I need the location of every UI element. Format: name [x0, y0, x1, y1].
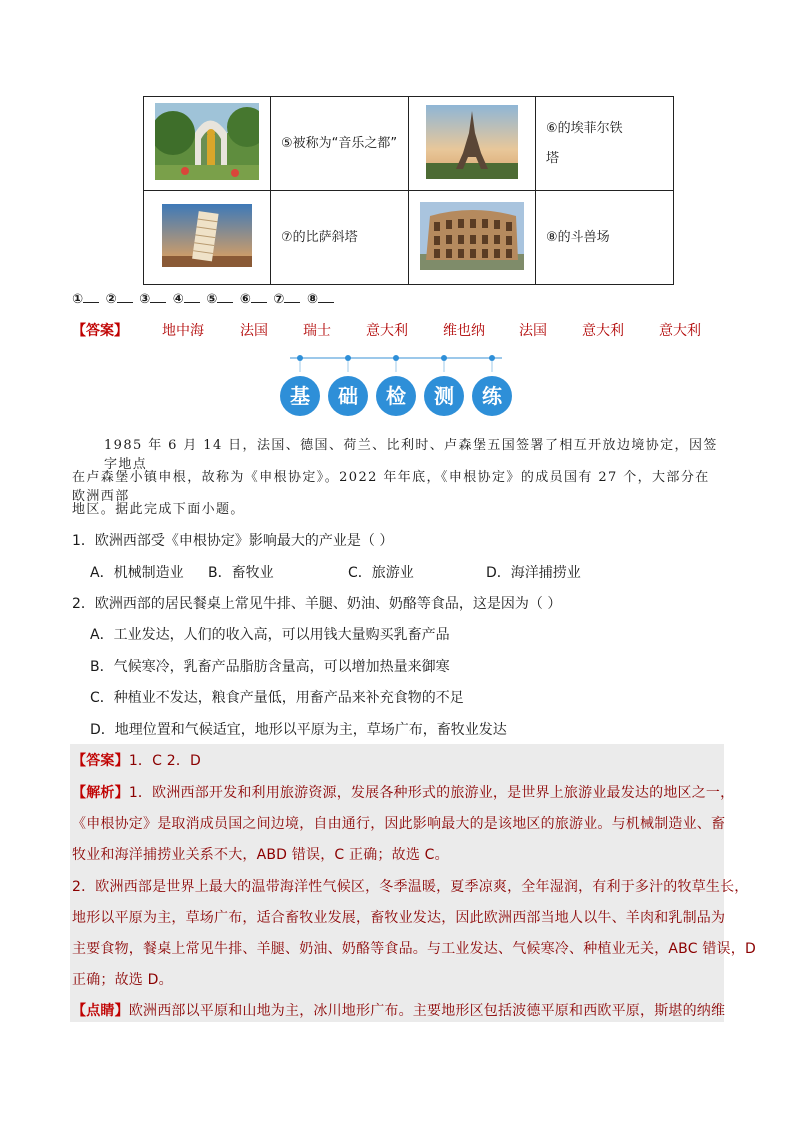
- tip-line: [72, 1000, 725, 1020]
- analysis-line: 主要食物，餐桌上常见牛排、羊腿、奶油、奶酪等食品。与工业发达、气候寒冷、种植业无关，ABC 错误，D: [72, 941, 756, 957]
- analysis-line: 地形以平原为主，草场广布，适合畜牧业发展，畜牧业发达，因此欧洲西部当地人以牛、羊肉和乳制品为: [72, 910, 726, 926]
- banner-char: 基: [280, 376, 320, 416]
- caption-6-line2: 塔: [546, 150, 560, 166]
- q2-option-d: D．地理位置和气候适宜，地形以平原为主，草场广布，畜牧业发达: [90, 722, 507, 738]
- banner-decoration: [280, 352, 512, 372]
- q2-option-c: C．种植业不发达，粮食产量低，用畜产品来补充食物的不足: [90, 690, 464, 706]
- passage-line: 在卢森堡小镇申根，故称为《申根协定》。2022 年年底，《申根协定》的成员国有 27 个，大部分在欧洲西部: [72, 470, 710, 504]
- answer-tag: 【答案】: [72, 753, 129, 769]
- analysis-line: 2．欧洲西部是世界上最大的温带海洋性气候区，冬季温暖，夏季凉爽，全年湿润，有利于多汁的牧草生长，: [72, 879, 749, 895]
- answer-item: 瑞士: [303, 323, 331, 339]
- blank-label: ⑦: [273, 292, 285, 307]
- answer-blanks-row: [72, 290, 336, 307]
- table-row: [144, 191, 674, 285]
- caption-8: ⑧的斗兽场: [546, 229, 610, 245]
- q1-option-a: A．机械制造业: [90, 565, 184, 581]
- tip-text: 欧洲西部以平原和山地为主，冰川地形广布。主要地形区包括波德平原和西欧平原，斯堪的纳维: [128, 1003, 726, 1019]
- eiffel-tower-photo: [426, 105, 518, 179]
- blank-label: ③: [139, 292, 151, 307]
- analysis-line: 正确；故选 D。: [72, 972, 173, 988]
- caption-cell-7: [271, 191, 409, 285]
- vienna-statue-photo: [155, 103, 259, 180]
- blank-line: [117, 290, 133, 303]
- caption-cell-5: [271, 97, 409, 191]
- analysis-line: [72, 782, 734, 802]
- blank-label: ⑧: [306, 292, 318, 307]
- answer-item: 意大利: [582, 323, 624, 339]
- q1-option-c: C．旅游业: [348, 565, 414, 581]
- answer-row: [72, 320, 701, 340]
- caption-cell-6: [536, 97, 674, 191]
- colosseum-photo: [420, 202, 524, 270]
- q1-option-d: D．海洋捕捞业: [486, 565, 581, 581]
- blank-line: [217, 290, 233, 303]
- table-row: [144, 97, 674, 191]
- answer-item: 法国: [240, 323, 268, 339]
- vienna-image-cell: [144, 97, 271, 191]
- section-banner: [280, 352, 512, 422]
- leaning-tower-pisa-photo: [162, 204, 252, 267]
- analysis-tag: 【解析】: [72, 785, 129, 801]
- caption-5: ⑤被称为“音乐之都”: [281, 135, 398, 151]
- blank-label: ⑥: [239, 292, 251, 307]
- blank-line: [284, 290, 300, 303]
- caption-7: ⑦的比萨斜塔: [281, 229, 358, 245]
- answer-2-text: 1．C 2．D: [128, 753, 202, 769]
- analysis-text: 1．欧洲西部开发和利用旅游资源，发展各种形式的旅游业，是世界上旅游业最发达的地区之一，: [128, 785, 735, 801]
- blank-line: [150, 290, 166, 303]
- blank-label: ②: [105, 292, 117, 307]
- passage-line: 地区。据此完成下面小题。: [72, 502, 245, 517]
- answer-item: 意大利: [659, 323, 701, 339]
- q2-option-a: A．工业发达，人们的收入高，可以用钱大量购买乳畜产品: [90, 627, 450, 643]
- blank-line: [318, 290, 334, 303]
- blank-line: [184, 290, 200, 303]
- answer-item: 法国: [519, 323, 547, 339]
- answer-item: 维也纳: [443, 323, 485, 339]
- eiffel-image-cell: [409, 97, 536, 191]
- banner-char: 础: [328, 376, 368, 416]
- question-2-stem: 2．欧洲西部的居民餐桌上常见牛排、羊腿、奶油、奶酪等食品，这是因为（ ）: [72, 596, 562, 612]
- banner-char: 练: [472, 376, 512, 416]
- caption-cell-8: [536, 191, 674, 285]
- blank-line: [83, 290, 99, 303]
- blank-label: ⑤: [206, 292, 218, 307]
- blank-label: ④: [172, 292, 184, 307]
- pisa-image-cell: [144, 191, 271, 285]
- q1-option-b: B．畜牧业: [208, 565, 274, 581]
- analysis-line: 《申根协定》是取消成员国之间边境，自由通行，因此影响最大的是该地区的旅游业。与机械制造业、畜: [72, 816, 726, 832]
- blank-label: ①: [72, 292, 84, 307]
- blank-line: [251, 290, 267, 303]
- banner-char: 测: [424, 376, 464, 416]
- answer-2-line: [72, 750, 201, 770]
- question-1-stem: 1．欧洲西部受《申根协定》影响最大的产业是（ ）: [72, 533, 394, 549]
- answer-item: 地中海: [162, 323, 204, 339]
- answer-tag: 【答案】: [72, 323, 128, 339]
- passage-line: 1985 年 6 月 14 日，法国、德国、荷兰、比利时、卢森堡五国签署了相互开放边境协定，因签字地点: [104, 438, 718, 472]
- landmarks-table: [143, 96, 674, 285]
- colosseum-image-cell: [409, 191, 536, 285]
- q2-option-b: B．气候寒冷，乳畜产品脂肪含量高，可以增加热量来御寒: [90, 659, 450, 675]
- analysis-line: 牧业和海洋捕捞业关系不大，ABD 错误，C 正确；故选 C。: [72, 847, 449, 863]
- banner-char: 检: [376, 376, 416, 416]
- caption-6-line1: ⑥的埃菲尔铁: [546, 120, 623, 136]
- answer-item: 意大利: [366, 323, 408, 339]
- tip-tag: 【点睛】: [72, 1003, 129, 1019]
